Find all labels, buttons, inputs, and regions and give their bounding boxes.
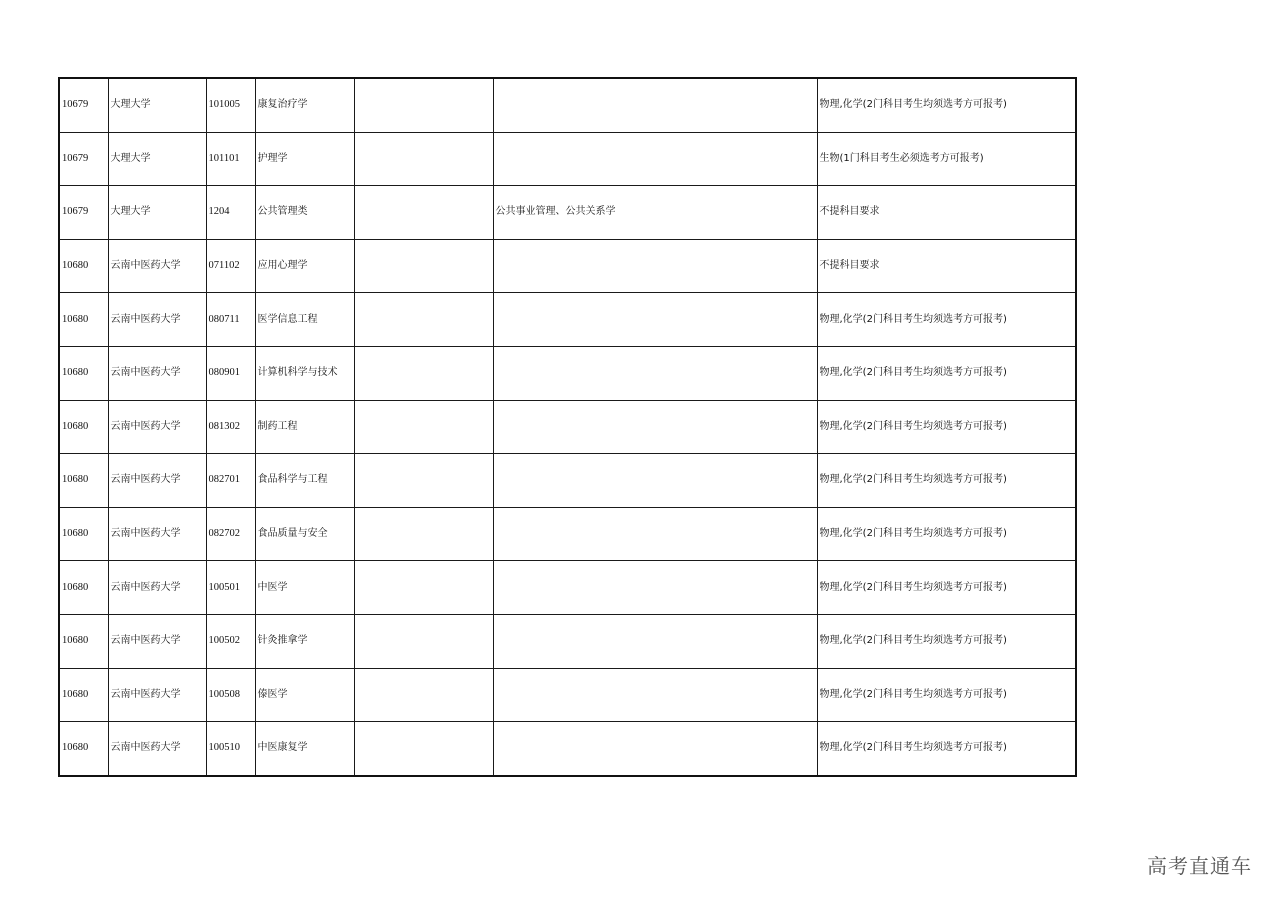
major-code-cell: 080711 (206, 293, 255, 347)
table-row (59, 507, 1076, 561)
major-name-cell: 护理学 (255, 132, 354, 186)
major-code-cell: 081302 (206, 400, 255, 454)
table-row (59, 346, 1076, 400)
school-code-cell: 10680 (59, 507, 108, 561)
table-row (59, 239, 1076, 293)
included-majors-cell (493, 239, 817, 293)
subject-requirement-cell: 物理,化学(2门科目考生均须选考方可报考) (817, 346, 1076, 400)
table-row (59, 454, 1076, 508)
major-name-cell: 计算机科学与技术 (255, 346, 354, 400)
school-code-cell: 10680 (59, 722, 108, 776)
school-name-cell: 云南中医药大学 (108, 239, 206, 293)
major-name-cell: 医学信息工程 (255, 293, 354, 347)
school-name-cell: 云南中医药大学 (108, 346, 206, 400)
subject-requirement-cell: 物理,化学(2门科目考生均须选考方可报考) (817, 668, 1076, 722)
school-name-cell: 云南中医药大学 (108, 454, 206, 508)
table-row (59, 561, 1076, 615)
blank-cell (354, 561, 493, 615)
school-name-cell: 云南中医药大学 (108, 561, 206, 615)
major-code-cell: 100510 (206, 722, 255, 776)
school-name-cell: 云南中医药大学 (108, 400, 206, 454)
major-name-cell: 公共管理类 (255, 186, 354, 240)
major-code-cell: 100502 (206, 614, 255, 668)
watermark-text: 高考直通车 (1147, 854, 1252, 878)
major-name-cell: 中医学 (255, 561, 354, 615)
table-row (59, 400, 1076, 454)
subject-requirement-cell: 物理,化学(2门科目考生均须选考方可报考) (817, 507, 1076, 561)
included-majors-cell (493, 668, 817, 722)
major-code-cell: 1204 (206, 186, 255, 240)
blank-cell (354, 668, 493, 722)
major-code-cell: 100501 (206, 561, 255, 615)
major-code-cell: 080901 (206, 346, 255, 400)
school-code-cell: 10680 (59, 561, 108, 615)
blank-cell (354, 78, 493, 132)
subject-requirement-cell: 物理,化学(2门科目考生均须选考方可报考) (817, 561, 1076, 615)
blank-cell (354, 293, 493, 347)
blank-cell (354, 346, 493, 400)
subject-requirement-cell: 物理,化学(2门科目考生均须选考方可报考) (817, 400, 1076, 454)
school-name-cell: 云南中医药大学 (108, 668, 206, 722)
included-majors-cell: 公共事业管理、公共关系学 (493, 186, 817, 240)
school-code-cell: 10680 (59, 400, 108, 454)
school-name-cell: 大理大学 (108, 78, 206, 132)
subject-requirement-cell: 生物(1门科目考生必须选考方可报考) (817, 132, 1076, 186)
school-code-cell: 10679 (59, 132, 108, 186)
school-code-cell: 10680 (59, 239, 108, 293)
subject-requirements-table (58, 77, 1077, 777)
included-majors-cell (493, 614, 817, 668)
table-row (59, 78, 1076, 132)
included-majors-cell (493, 346, 817, 400)
major-code-cell: 101005 (206, 78, 255, 132)
included-majors-cell (493, 132, 817, 186)
school-name-cell: 云南中医药大学 (108, 722, 206, 776)
table-body (59, 78, 1076, 776)
blank-cell (354, 507, 493, 561)
school-code-cell: 10679 (59, 186, 108, 240)
blank-cell (354, 722, 493, 776)
major-name-cell: 中医康复学 (255, 722, 354, 776)
included-majors-cell (493, 561, 817, 615)
major-name-cell: 食品质量与安全 (255, 507, 354, 561)
included-majors-cell (493, 722, 817, 776)
major-name-cell: 制药工程 (255, 400, 354, 454)
table-row (59, 614, 1076, 668)
major-name-cell: 康复治疗学 (255, 78, 354, 132)
school-name-cell: 大理大学 (108, 186, 206, 240)
table-row (59, 186, 1076, 240)
major-name-cell: 针灸推拿学 (255, 614, 354, 668)
school-name-cell: 大理大学 (108, 132, 206, 186)
school-code-cell: 10680 (59, 454, 108, 508)
school-code-cell: 10680 (59, 614, 108, 668)
school-name-cell: 云南中医药大学 (108, 293, 206, 347)
major-code-cell: 071102 (206, 239, 255, 293)
included-majors-cell (493, 293, 817, 347)
subject-requirement-cell: 物理,化学(2门科目考生均须选考方可报考) (817, 614, 1076, 668)
major-code-cell: 082701 (206, 454, 255, 508)
included-majors-cell (493, 507, 817, 561)
table-row (59, 293, 1076, 347)
subject-requirement-cell: 不提科目要求 (817, 239, 1076, 293)
blank-cell (354, 454, 493, 508)
major-code-cell: 082702 (206, 507, 255, 561)
blank-cell (354, 239, 493, 293)
table-row (59, 668, 1076, 722)
major-name-cell: 应用心理学 (255, 239, 354, 293)
subject-requirement-cell: 物理,化学(2门科目考生均须选考方可报考) (817, 454, 1076, 508)
included-majors-cell (493, 400, 817, 454)
blank-cell (354, 614, 493, 668)
blank-cell (354, 186, 493, 240)
school-code-cell: 10680 (59, 346, 108, 400)
included-majors-cell (493, 454, 817, 508)
school-code-cell: 10680 (59, 668, 108, 722)
major-code-cell: 100508 (206, 668, 255, 722)
major-code-cell: 101101 (206, 132, 255, 186)
major-name-cell: 傣医学 (255, 668, 354, 722)
blank-cell (354, 132, 493, 186)
subject-requirement-cell: 不提科目要求 (817, 186, 1076, 240)
school-name-cell: 云南中医药大学 (108, 614, 206, 668)
subject-requirement-cell: 物理,化学(2门科目考生均须选考方可报考) (817, 722, 1076, 776)
school-code-cell: 10680 (59, 293, 108, 347)
subject-requirement-cell: 物理,化学(2门科目考生均须选考方可报考) (817, 293, 1076, 347)
table-row (59, 132, 1076, 186)
subject-requirement-cell: 物理,化学(2门科目考生均须选考方可报考) (817, 78, 1076, 132)
table-row (59, 722, 1076, 776)
school-name-cell: 云南中医药大学 (108, 507, 206, 561)
school-code-cell: 10679 (59, 78, 108, 132)
blank-cell (354, 400, 493, 454)
included-majors-cell (493, 78, 817, 132)
major-name-cell: 食品科学与工程 (255, 454, 354, 508)
